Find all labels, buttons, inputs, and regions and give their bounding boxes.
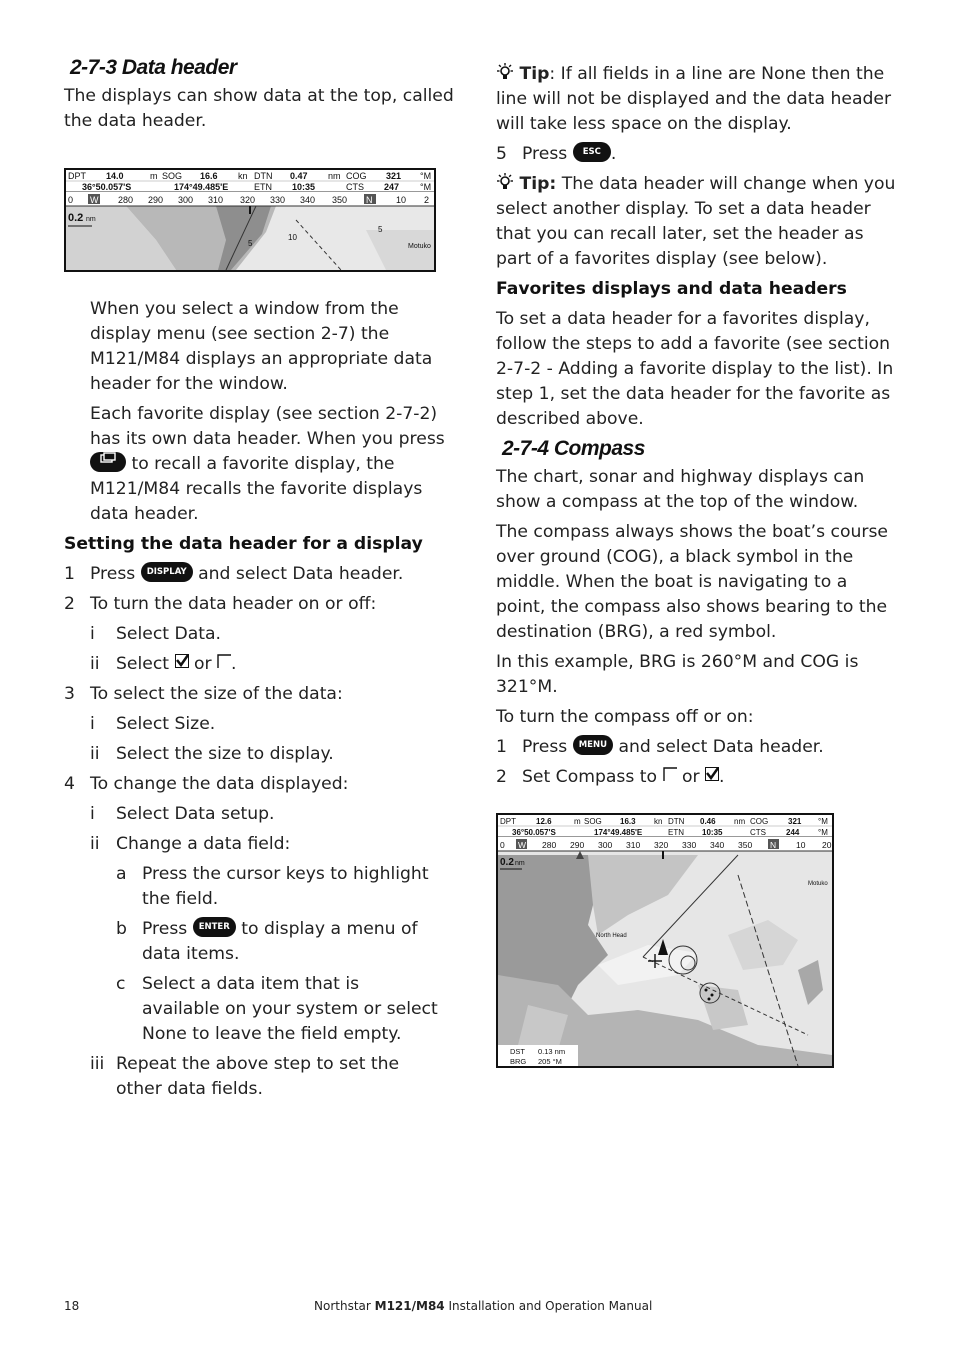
fig1-compass-320: 320: [240, 195, 256, 205]
lightbulb-tip-icon: [496, 173, 514, 191]
fig2-compass-10: 10: [796, 840, 806, 850]
fig1-compass-290: 290: [148, 195, 164, 205]
compass-step-2: [496, 765, 896, 790]
step-3-ii-text: Select the size to display.: [116, 744, 334, 764]
step-4-num: 4: [64, 774, 75, 794]
fig2-place-north-head: North Head: [596, 933, 627, 939]
step-4-c-num: c: [116, 974, 126, 994]
fig2-compass-350: 350: [738, 840, 753, 850]
step-4-ii: [64, 832, 464, 857]
fig1-cts-label: CTS: [346, 182, 364, 192]
fig1-sog-unit: kn: [238, 171, 248, 181]
p-favorites: To set a data header for a favorites display, follow the steps to add a favorite (see section 2-7-2 - Adding a favorite display to the list). In step 1, set the data header for the favorite as described above.: [496, 309, 894, 429]
fig2-cog-unit: °M: [818, 817, 828, 826]
tip-2-text: The data header will change when you select another display. To set a data header that you can recall later, set the header as part of a favorites display (see below).: [496, 174, 896, 269]
fig2-lon: 174°49.485'E: [594, 828, 643, 837]
compass-chart-figure: [496, 813, 834, 1068]
enter-key: ENTER: [193, 917, 236, 937]
compass-step-1-num: 1: [496, 737, 507, 757]
step-3-ii-num: ii: [90, 744, 100, 764]
step-4-a-text: Press the cursor keys to highlight the field.: [142, 864, 429, 909]
fig2-compass-340: 340: [710, 840, 725, 850]
fig2-compass-300: 300: [598, 840, 613, 850]
checked-box-icon: [175, 654, 189, 668]
fig2-dpt-unit: m: [574, 817, 581, 826]
p-turn: To turn the compass off or on:: [496, 707, 754, 727]
display-key: DISPLAY: [141, 562, 193, 582]
esc-key: ESC: [573, 142, 611, 162]
fig2-cts-unit: °M: [818, 828, 828, 837]
step-4-iii-num: iii: [90, 1054, 105, 1074]
fig1-scale: 0.2: [68, 212, 84, 224]
fig2-compass-320: 320: [654, 840, 669, 850]
fig2-brg-label: BRG: [510, 1057, 527, 1066]
fig2-compass-w: W: [518, 840, 527, 850]
step-5: [496, 142, 896, 167]
fig1-label-10: 10: [288, 233, 297, 242]
fig2-sog-value: 16.3: [620, 817, 636, 826]
heading-favorites: Favorites displays and data headers: [496, 279, 847, 299]
fig1-compass-10: 10: [396, 195, 407, 205]
fig1-cts-value: 247: [384, 182, 400, 192]
compass-step-2-num: 2: [496, 767, 507, 787]
p-example: In this example, BRG is 260°M and COG is 321°M.: [496, 652, 859, 697]
step-4-iii-text: Repeat the above step to set the other data fields.: [116, 1054, 400, 1099]
step-4-i-text: Select Data setup.: [116, 804, 275, 824]
step-1-a: Press: [90, 564, 136, 584]
fig1-label-5a: 5: [248, 239, 253, 248]
step-4-b-b: to display a menu of data items.: [142, 919, 418, 964]
fig2-lat: 36°50.057'S: [512, 828, 556, 837]
fig1-lon: 174°49.485'E: [174, 182, 229, 192]
step-3-num: 3: [64, 684, 75, 704]
compass-step-2-b: or: [681, 767, 700, 787]
fig1-dpt-value: 14.0: [106, 171, 124, 181]
fig1-dtn-unit: nm: [328, 171, 341, 181]
compass-step-1: [496, 735, 896, 760]
step-3-i-num: i: [90, 714, 95, 734]
footer-model: M121/M84: [374, 1299, 445, 1313]
tip-1: [496, 62, 896, 137]
unchecked-box-icon: [217, 654, 231, 668]
fig2-compass-290: 290: [570, 840, 585, 850]
fig1-compass-300: 300: [178, 195, 194, 205]
fig2-scale-unit: nm: [515, 860, 525, 867]
p-select-window: When you select a window from the display menu (see section 2-7) the M121/M84 displays an appropriate data header for the window.: [90, 299, 433, 394]
footer-title: [314, 1299, 652, 1313]
fig2-brg-value: 205 °M: [538, 1057, 562, 1066]
fig1-etn-value: 10:35: [292, 182, 316, 192]
section-heading-data-header: 2-7-3 Data header: [70, 56, 237, 79]
compass-step-1-a: Press: [522, 737, 568, 757]
fig1-lat: 36°50.057'S: [82, 182, 132, 192]
fig1-sog-label: SOG: [162, 171, 183, 181]
step-2-ii-num: ii: [90, 654, 100, 674]
step-2-ii-b: or: [193, 654, 212, 674]
lightbulb-tip-icon: [496, 63, 514, 81]
heading-setting: Setting the data header for a display: [64, 534, 423, 554]
step-4-c-text: Select a data item that is available on your system or select None to leave the field empty.: [142, 974, 438, 1044]
fig1-compass-310: 310: [208, 195, 224, 205]
fig1-compass-340: 340: [300, 195, 316, 205]
tip-1-text: : If all fields in a line are None then the line will not be displayed and the data header will take less space on the display.: [496, 64, 892, 134]
fig2-cog-value: 321: [788, 817, 802, 826]
step-2: [64, 592, 464, 617]
step-4: [64, 772, 464, 797]
fig2-dtn-unit: nm: [734, 817, 746, 826]
step-5-a: Press: [522, 144, 568, 164]
fig2-cog-label: COG: [750, 817, 769, 826]
unchecked-box-icon: [663, 767, 677, 781]
fig2-compass-310: 310: [626, 840, 641, 850]
compass-step-2-a: Set Compass to: [522, 767, 658, 787]
fig2-compass-330: 330: [682, 840, 697, 850]
fig1-scale-unit: nm: [86, 216, 96, 223]
step-1-b: and select Data header.: [198, 564, 404, 584]
fig1-cog-label: COG: [346, 171, 367, 181]
step-4-b-num: b: [116, 919, 127, 939]
step-4-a: [64, 862, 432, 912]
fig1-compass-n: N: [366, 195, 373, 205]
step-2-text: To turn the data header on or off:: [90, 594, 377, 614]
fig2-compass-280: 280: [542, 840, 557, 850]
step-3-i-text: Select Size.: [116, 714, 216, 734]
fig2-sog-unit: kn: [654, 817, 663, 826]
fig2-dst-value: 0.13 nm: [538, 1047, 566, 1056]
compass-chart-svg: [498, 815, 832, 1066]
fig1-sog-value: 16.6: [200, 171, 218, 181]
step-4-ii-num: ii: [90, 834, 100, 854]
data-header-intro: The displays can show data at the top, called the data header.: [64, 86, 454, 131]
step-2-ii-c: .: [231, 654, 237, 674]
p-compass-2: The compass always shows the boat’s course over ground (COG), a black symbol in the middle. When the boat is navigating to a point, the compass also shows bearing to the destination (BRG), a red symbol.: [496, 522, 888, 642]
fig2-dpt-label: DPT: [500, 817, 516, 826]
step-3-ii: [64, 742, 464, 767]
footer-brand: Northstar: [314, 1299, 371, 1313]
step-5-b: .: [610, 144, 617, 164]
checked-box-icon: [705, 767, 719, 781]
step-3-i: [64, 712, 464, 737]
step-2-i: [64, 622, 464, 647]
fig1-label-5b: 5: [378, 225, 383, 234]
fig1-cog-unit: °M: [420, 171, 432, 181]
step-4-i-num: i: [90, 804, 95, 824]
fig2-cts-label: CTS: [750, 828, 766, 837]
left-column: [64, 56, 464, 139]
step-4-b-a: Press: [142, 919, 188, 939]
page-number: 18: [64, 1299, 80, 1313]
step-3-text: To select the size of the data:: [90, 684, 343, 704]
section-heading-compass: 2-7-4 Compass: [502, 437, 645, 460]
left-column-body: [64, 297, 464, 1107]
fig2-cts-value: 244: [786, 828, 800, 837]
fig2-dpt-value: 12.6: [536, 817, 552, 826]
fig1-etn-label: ETN: [254, 182, 272, 192]
fig2-place-motuko: Motuko: [808, 881, 828, 887]
step-4-a-num: a: [116, 864, 127, 884]
step-2-num: 2: [64, 594, 75, 614]
fig2-etn-label: ETN: [668, 828, 684, 837]
fig2-dtn-value: 0.46: [700, 817, 716, 826]
fig1-label-motuko: Motuko: [408, 243, 431, 250]
p-favorite-b: to recall a favorite display, the M121/M84 recalls the favorite displays data header.: [90, 454, 423, 524]
fig1-cog-value: 321: [386, 171, 402, 181]
favorites-key-icon: [90, 452, 126, 472]
data-header-figure-svg: [66, 170, 434, 270]
fig1-compass-330: 330: [270, 195, 286, 205]
fig2-dtn-label: DTN: [668, 817, 685, 826]
compass-step-1-b: and select Data header.: [618, 737, 824, 757]
compass-step-2-c: .: [719, 767, 725, 787]
step-4-i: [64, 802, 464, 827]
step-4-text: To change the data displayed:: [90, 774, 349, 794]
step-3: [64, 682, 464, 707]
step-2-ii: [64, 652, 464, 677]
fig1-cts-unit: °M: [420, 182, 432, 192]
step-2-i-text: Select Data.: [116, 624, 221, 644]
step-2-ii-a: Select: [116, 654, 170, 674]
step-1: [64, 562, 464, 587]
fig1-compass-350: 350: [332, 195, 348, 205]
step-4-iii: [64, 1052, 446, 1102]
fig1-dtn-label: DTN: [254, 171, 273, 181]
fig2-scale: 0.2: [500, 857, 514, 868]
p-compass-1: The chart, sonar and highway displays can show a compass at the top of the window.: [496, 467, 865, 512]
step-4-c: [64, 972, 442, 1047]
tip-1-label: Tip: [519, 64, 550, 84]
menu-key: MENU: [573, 735, 613, 755]
step-4-b: [64, 917, 432, 967]
fig1-compass-20: 2: [424, 195, 430, 205]
fig1-compass-w: W: [90, 195, 99, 205]
fig2-sog-label: SOG: [584, 817, 602, 826]
p-favorite-a: Each favorite display (see section 2-7-2) has its own data header. When you press: [90, 404, 445, 449]
fig1-compass-280: 280: [118, 195, 134, 205]
right-column: [496, 62, 896, 795]
p-favorite: [64, 402, 464, 527]
fig1-dpt-unit: m: [150, 171, 158, 181]
step-5-num: 5: [496, 144, 507, 164]
step-1-num: 1: [64, 564, 75, 584]
step-2-i-num: i: [90, 624, 95, 644]
data-header-figure: [64, 168, 436, 272]
fig2-etn-value: 10:35: [702, 828, 723, 837]
fig2-compass-n: N: [770, 840, 777, 850]
footer-manual-title: Installation and Operation Manual: [448, 1299, 653, 1313]
fig2-compass-20: 20: [822, 840, 832, 850]
step-4-ii-text: Change a data field:: [116, 834, 291, 854]
fig1-dtn-value: 0.47: [290, 171, 308, 181]
tip-2-label: Tip:: [519, 174, 557, 194]
fig1-compass-0: 0: [68, 195, 74, 205]
fig1-dpt-label: DPT: [68, 171, 86, 181]
tip-2: [496, 172, 896, 272]
fig2-compass-0: 0: [500, 840, 505, 850]
fig2-dst-label: DST: [510, 1047, 525, 1056]
